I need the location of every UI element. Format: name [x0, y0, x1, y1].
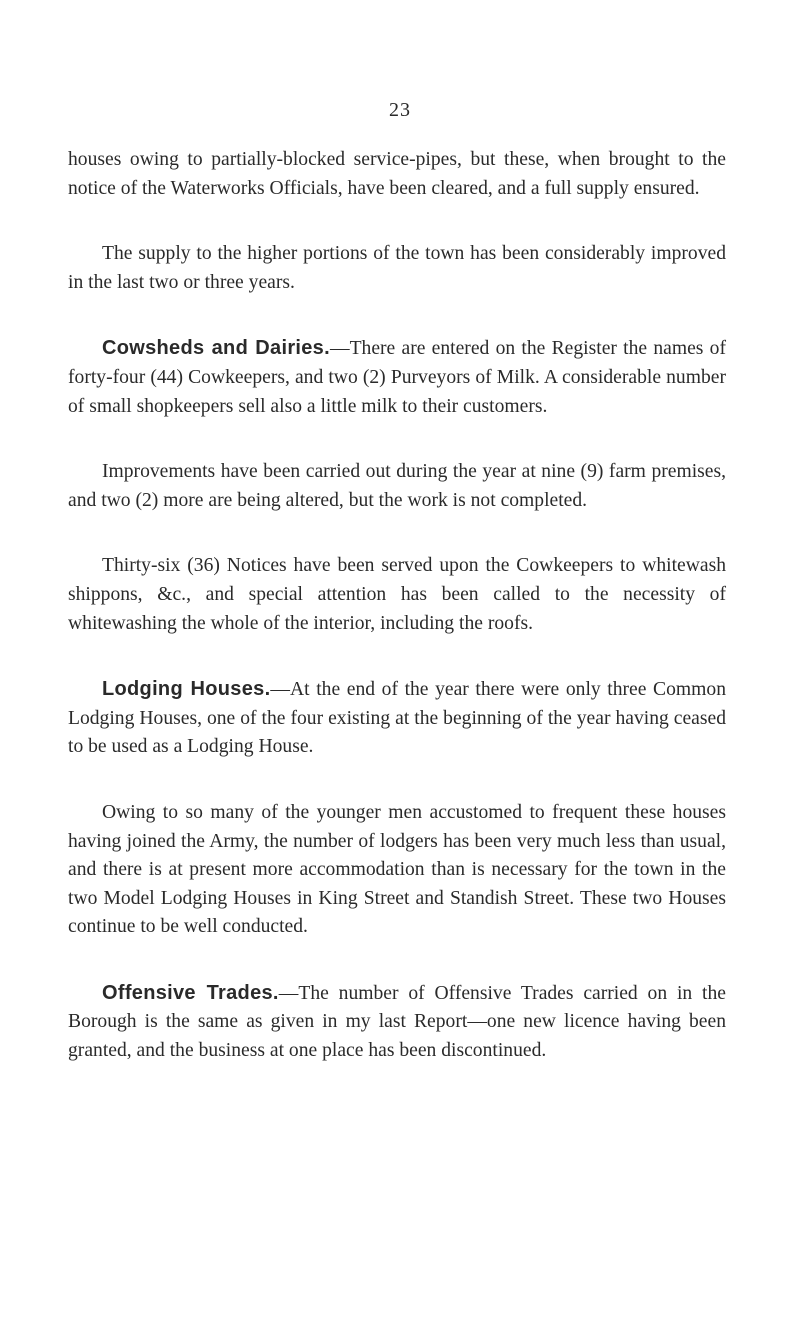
section-offensive-trades: [68, 979, 726, 1066]
page-number: 23: [389, 99, 411, 121]
paragraph-water-supply-continued: houses owing to partially-blocked service-pipes, but these, when brought to the notice of the Waterworks Officials, have been cleared, and a full supply ensured.: [68, 149, 726, 199]
paragraph-whitewash-notices: Thirty-six (36) Notices have been served upon the Cowkeepers to whitewash shippons, &c., and special attention has been called to the necessity of whitewashing the whole of the interior, including the roofs.: [68, 555, 726, 634]
offensive-heading: Offensive Trades.: [102, 981, 279, 1004]
paragraph-farm-improvements: Improvements have been carried out during the year at nine (9) farm premises, and two (2) more are being altered, but the work is not completed.: [68, 461, 726, 511]
section-lodging-houses: [68, 675, 726, 762]
lodging-heading: Lodging Houses.: [102, 678, 271, 701]
paragraph-lodgers-army: Owing to so many of the younger men accustomed to frequent these houses having joined the Army, the number of lodgers has been very much less than usual, and there is at present more accommodation than is necessary for the town in the two Model Lodging Houses in King Street and Standish Street. These two Houses continue to be well conducted.: [68, 801, 726, 938]
cowsheds-heading: Cowsheds and Dairies.: [102, 337, 330, 360]
document-body: [68, 146, 726, 1066]
paragraph-higher-town-supply: The supply to the higher portions of the town has been considerably improved in the last two or three years.: [68, 243, 726, 293]
lodging-text: —At the end of the year there were only three Common Lodging Houses, one of the four existing at the beginning of the year having ceased to be used as a Lodging House.: [68, 679, 726, 758]
cowsheds-text: —There are entered on the Register the names of forty-four (44) Cowkeepers, and two (2) Purveyors of Milk. A considerable number of small shopkeepers sell also a little milk to their customers.: [68, 338, 726, 417]
offensive-text: —The number of Offensive Trades carried on in the Borough is the same as given in my last Report—one new licence having been granted, and the business at one place has been discontinued.: [68, 982, 726, 1062]
section-cowsheds-and-dairies: [68, 334, 726, 421]
